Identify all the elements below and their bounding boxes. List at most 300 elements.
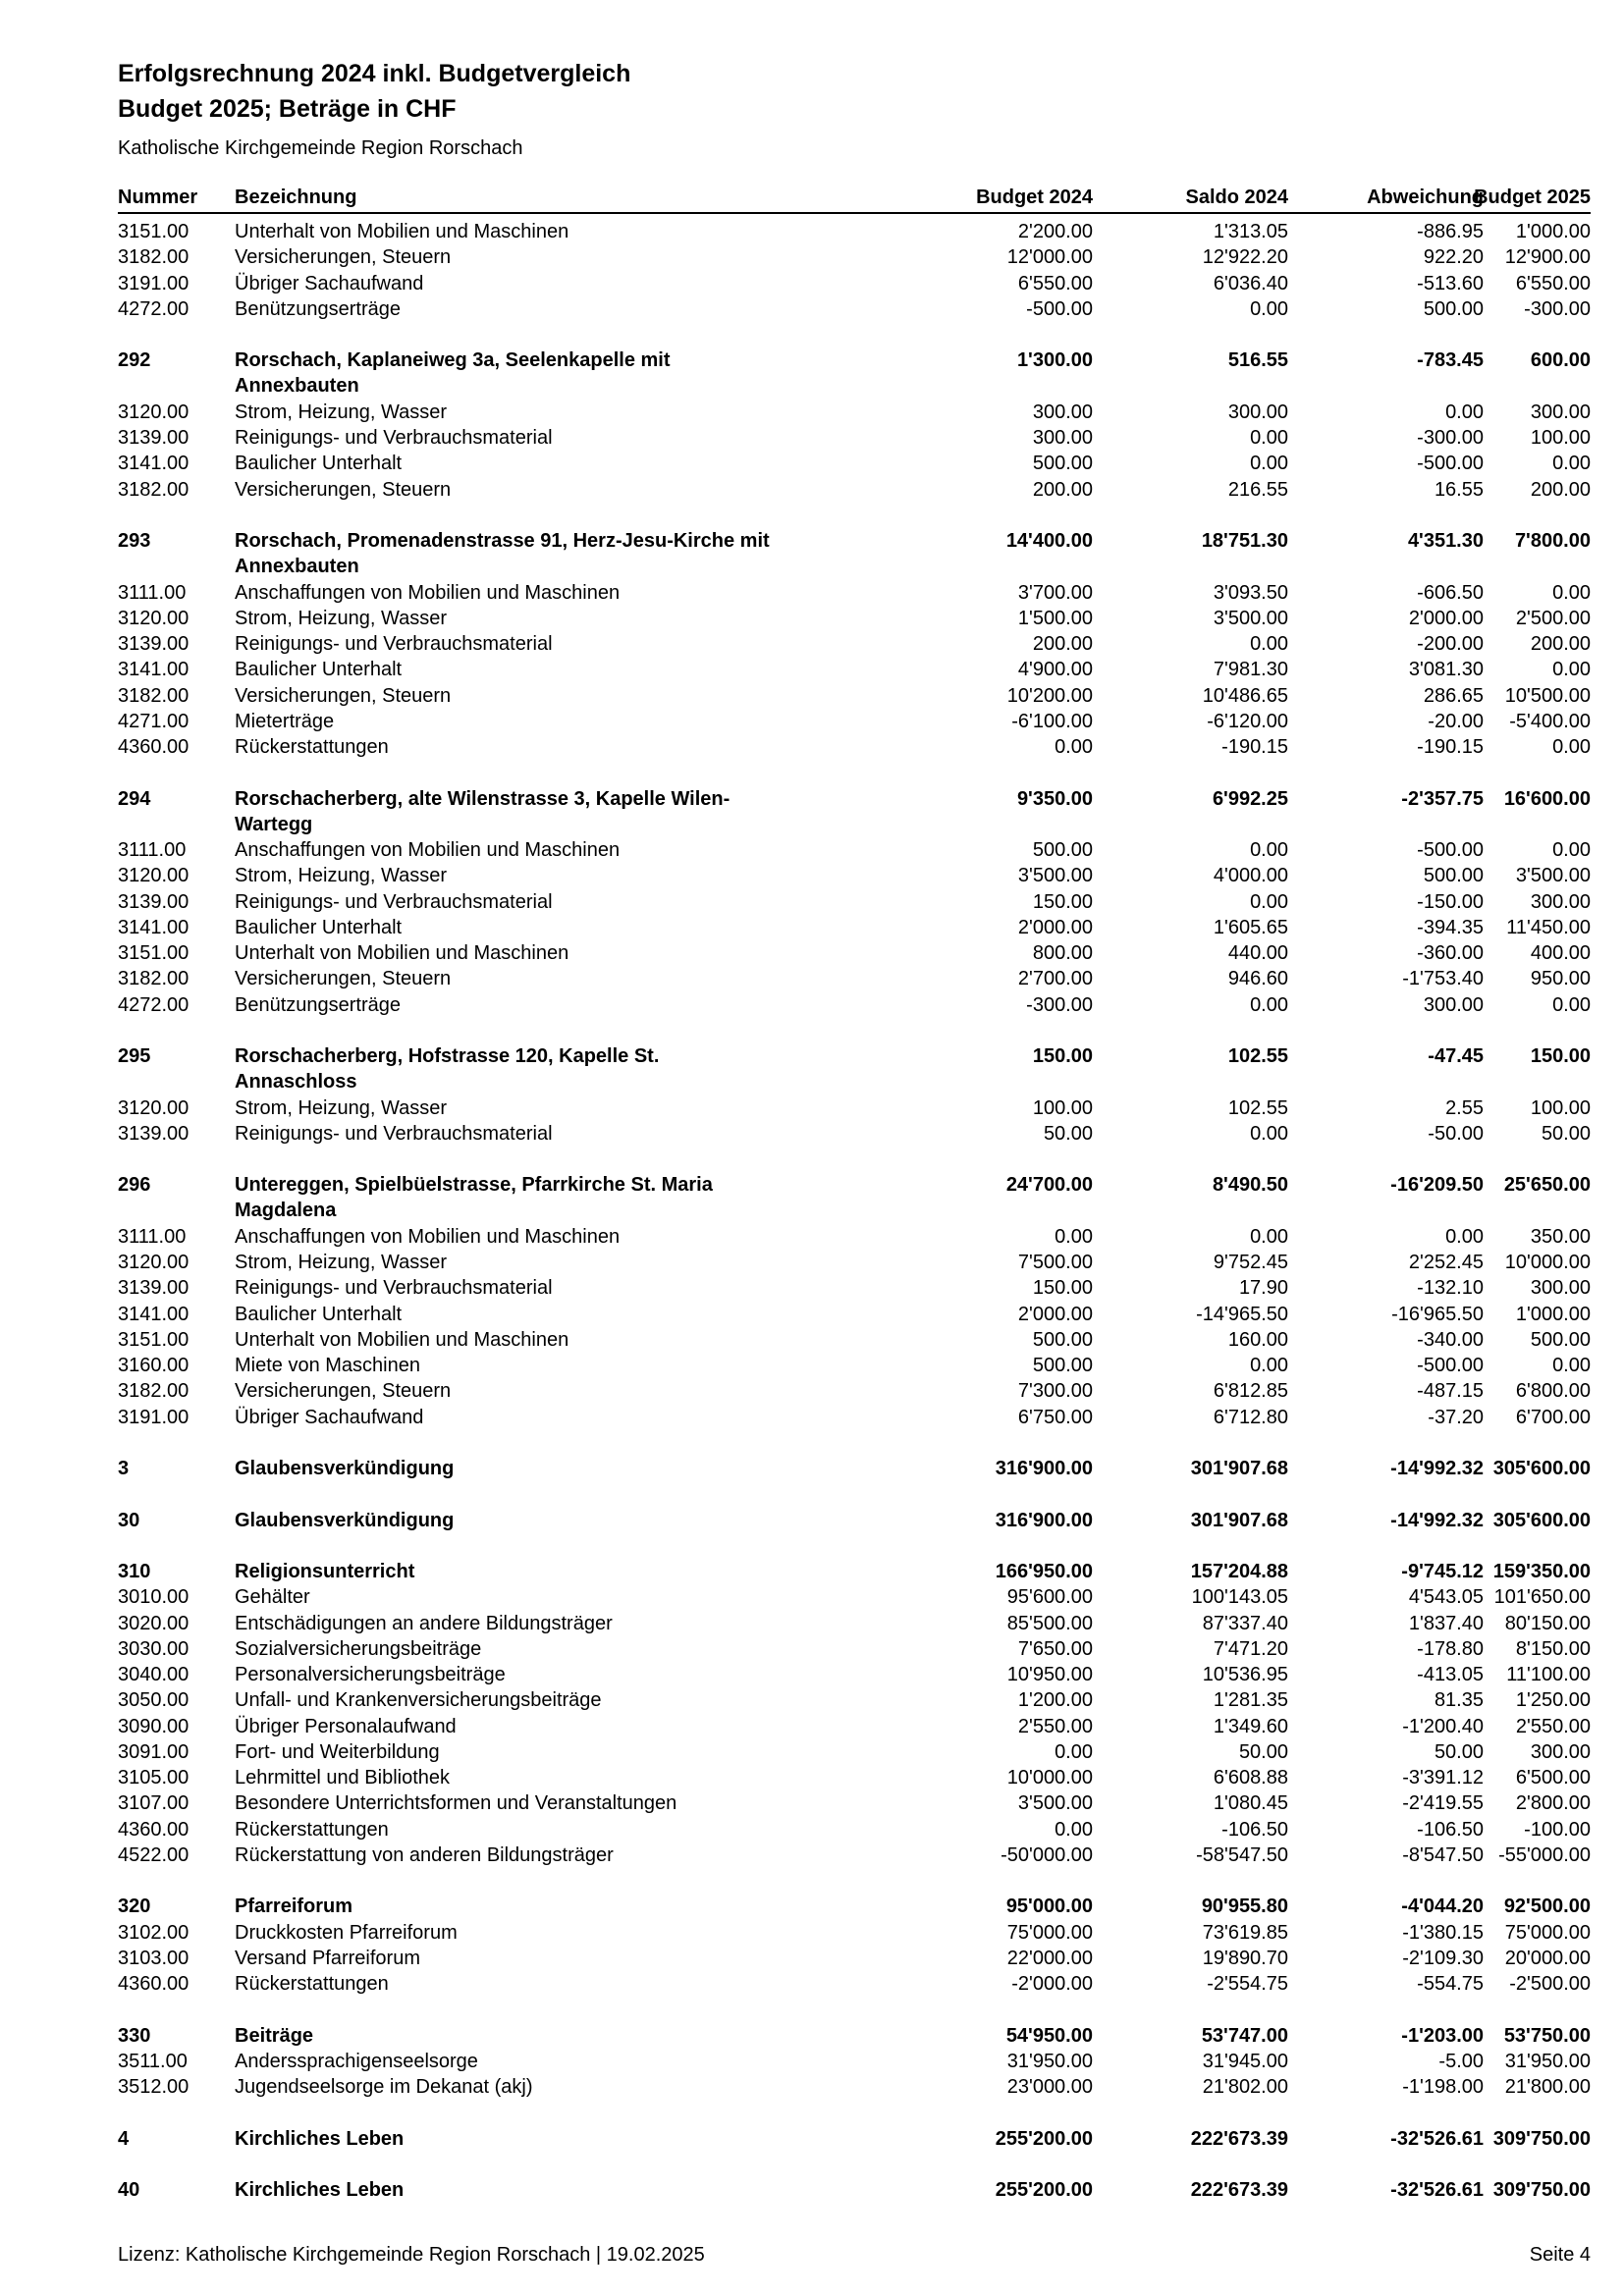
account-number: 4271.00: [118, 710, 189, 732]
row-spacer: [118, 1147, 1591, 1172]
budget-2025-value: 300.00: [1530, 1277, 1591, 1300]
account-description: Miete von Maschinen: [235, 1355, 420, 1376]
table-row: [118, 1224, 1591, 1250]
account-number: 3107.00: [118, 1792, 189, 1815]
account-number: 3151.00: [118, 221, 189, 242]
budget-2025-value: 0.00: [1552, 993, 1591, 1016]
account-description: Rorschach, Promenadenstrasse 91, Herz-Jesu-Kirche mit Annexbauten: [235, 530, 770, 577]
budget-2024-value: 95'000.00: [1005, 1896, 1093, 1918]
budget-2025-value: 11'100.00: [1506, 1664, 1591, 1685]
table-row: [118, 1121, 1591, 1147]
budget-2025-value: 16'600.00: [1503, 787, 1591, 810]
table-row: [118, 1302, 1591, 1327]
budget-2024-value: 316'900.00: [995, 1458, 1093, 1479]
deviation-value: 4'543.05: [1408, 1586, 1484, 1609]
saldo-2024-value: 53'747.00: [1201, 2024, 1288, 2047]
budget-2025-value: 75'000.00: [1504, 1921, 1591, 1944]
budget-2024-value: 31'950.00: [1006, 2050, 1093, 2072]
budget-2025-value: 3'500.00: [1515, 865, 1591, 887]
deviation-value: 50.00: [1434, 1740, 1484, 1763]
budget-2024-value: 6'550.00: [1017, 272, 1093, 294]
deviation-value: 0.00: [1445, 1225, 1484, 1248]
deviation-value: 4'351.30: [1407, 530, 1484, 552]
account-number: 3105.00: [118, 1767, 189, 1789]
deviation-value: -16'209.50: [1390, 1174, 1484, 1197]
row-spacer: [118, 1868, 1591, 1894]
table-row: [118, 580, 1591, 606]
account-number: 4360.00: [118, 1818, 189, 1841]
column-header-deviation: Abweichung: [1367, 187, 1484, 208]
account-description: Personalversicherungsbeiträge: [235, 1664, 506, 1685]
budget-2024-value: 24'700.00: [1005, 1174, 1093, 1197]
budget-2025-value: 600.00: [1530, 349, 1591, 372]
budget-2024-value: -500.00: [1026, 297, 1093, 320]
saldo-2024-value: 6'812.85: [1213, 1380, 1288, 1403]
deviation-value: -50.00: [1428, 1122, 1484, 1145]
deviation-value: -3'391.12: [1402, 1767, 1484, 1789]
table-row: [118, 940, 1591, 966]
saldo-2024-value: 21'802.00: [1202, 2076, 1288, 2098]
account-number: 3091.00: [118, 1740, 189, 1763]
budget-2024-value: 100.00: [1032, 1096, 1093, 1119]
table-row: [118, 400, 1591, 425]
budget-2024-value: 85'500.00: [1006, 1612, 1093, 1634]
deviation-value: -32'526.61: [1390, 2127, 1484, 2150]
account-number: 3139.00: [118, 1122, 189, 1145]
saldo-2024-value: 301'907.68: [1190, 1458, 1288, 1479]
deviation-value: -16'965.50: [1391, 1303, 1484, 1325]
account-description: Rorschach, Kaplaneiweg 3a, Seelenkapelle mit Annexbauten: [235, 349, 671, 398]
saldo-2024-value: 102.55: [1227, 1096, 1288, 1119]
account-description: Unfall- und Krankenversicherungsbeiträge: [235, 1689, 602, 1712]
account-description: Versicherungen, Steuern: [235, 1380, 452, 1403]
deviation-value: -9'745.12: [1401, 1561, 1484, 1582]
deviation-value: 922.20: [1423, 246, 1484, 269]
deviation-value: -1'203.00: [1401, 2024, 1484, 2047]
deviation-value: -1'200.40: [1402, 1715, 1484, 1737]
budget-2025-value: 305'600.00: [1492, 1509, 1591, 1531]
budget-2024-value: 50.00: [1043, 1122, 1093, 1145]
table-row: [118, 1842, 1591, 1868]
saldo-2024-value: 7'981.30: [1213, 659, 1288, 681]
saldo-2024-value: 301'907.68: [1190, 1509, 1288, 1531]
budget-2025-value: 6'800.00: [1515, 1380, 1591, 1403]
account-number: 3120.00: [118, 1252, 189, 1273]
table-header: [118, 187, 1591, 214]
budget-2025-value: 1'000.00: [1515, 1303, 1591, 1325]
account-description: Versicherungen, Steuern: [235, 968, 452, 990]
account-description: Strom, Heizung, Wasser: [235, 865, 447, 887]
table-row: [118, 1920, 1591, 1946]
budget-2024-value: 150.00: [1032, 1045, 1093, 1067]
row-spacer: [118, 1481, 1591, 1507]
budget-2025-value: 6'700.00: [1515, 1406, 1591, 1428]
report-title: Erfolgsrechnung 2024 inkl. Budgetvergleich: [118, 60, 631, 87]
group-row: [118, 1043, 1591, 1095]
deviation-value: -2'109.30: [1402, 1947, 1484, 1969]
account-number: 3120.00: [118, 400, 189, 423]
deviation-value: -106.50: [1417, 1818, 1484, 1841]
saldo-2024-value: 31'945.00: [1202, 2050, 1288, 2072]
table-body: [118, 219, 1591, 2203]
budget-2025-value: 500.00: [1530, 1328, 1591, 1351]
saldo-2024-value: 12'922.20: [1202, 246, 1288, 269]
saldo-2024-value: 19'890.70: [1202, 1947, 1288, 1969]
saldo-2024-value: -2'554.75: [1207, 1973, 1288, 1995]
deviation-value: 2'000.00: [1408, 607, 1484, 629]
deviation-value: 16.55: [1434, 478, 1484, 501]
table-row: [118, 425, 1591, 451]
account-number: 3141.00: [118, 916, 189, 938]
account-number: 310: [118, 1561, 151, 1582]
budget-2024-value: 200.00: [1032, 633, 1093, 655]
budget-2024-value: 500.00: [1032, 839, 1093, 861]
deviation-value: -150.00: [1417, 890, 1484, 913]
account-number: 296: [118, 1174, 151, 1197]
account-number: 3182.00: [118, 1380, 189, 1403]
budget-2025-value: 100.00: [1530, 1096, 1591, 1119]
deviation-value: 500.00: [1423, 865, 1484, 887]
account-description: Rückerstattungen: [235, 1973, 389, 1995]
table-row: [118, 683, 1591, 709]
budget-2024-value: -50'000.00: [1001, 1843, 1093, 1866]
budget-2025-value: 309'750.00: [1492, 2179, 1591, 2201]
deviation-value: -886.95: [1417, 221, 1484, 242]
account-number: 40: [118, 2179, 140, 2201]
saldo-2024-value: 6'992.25: [1212, 787, 1288, 810]
group-row: [118, 786, 1591, 838]
table-row: [118, 1095, 1591, 1121]
table-row: [118, 1765, 1591, 1790]
table-row: [118, 966, 1591, 991]
budget-2025-value: 200.00: [1530, 478, 1591, 501]
table-row: [118, 219, 1591, 244]
account-description: Rückerstattungen: [235, 1818, 389, 1841]
account-description: Baulicher Unterhalt: [235, 659, 403, 681]
deviation-value: -2'419.55: [1402, 1792, 1484, 1815]
deviation-value: -360.00: [1417, 942, 1484, 964]
deviation-value: 300.00: [1423, 993, 1484, 1016]
deviation-value: -14'992.32: [1390, 1509, 1484, 1531]
table-row: [118, 2074, 1591, 2100]
account-number: 4272.00: [118, 993, 189, 1016]
account-number: 293: [118, 530, 151, 552]
account-description: Rückerstattungen: [235, 736, 389, 758]
saldo-2024-value: 216.55: [1227, 478, 1288, 501]
saldo-2024-value: 222'673.39: [1190, 2179, 1288, 2201]
budget-2024-value: 3'500.00: [1017, 865, 1093, 887]
account-number: 3120.00: [118, 1096, 189, 1119]
group-row: [118, 2023, 1591, 2049]
deviation-value: 286.65: [1423, 684, 1484, 707]
budget-2024-value: 500.00: [1032, 1355, 1093, 1376]
account-description: Fort- und Weiterbildung: [235, 1740, 440, 1763]
deviation-value: -513.60: [1417, 272, 1484, 294]
deviation-value: -500.00: [1417, 839, 1484, 861]
budget-2024-value: 300.00: [1032, 400, 1093, 423]
saldo-2024-value: 6'712.80: [1213, 1406, 1288, 1428]
group-row: [118, 2177, 1591, 2203]
budget-2025-value: 92'500.00: [1503, 1896, 1591, 1918]
deviation-value: -200.00: [1417, 633, 1484, 655]
account-number: 4: [118, 2127, 130, 2150]
account-description: Reinigungs- und Verbrauchsmaterial: [235, 1122, 553, 1145]
row-spacer: [118, 2100, 1591, 2125]
page-number: Seite 4: [1529, 2244, 1591, 2266]
row-spacer: [118, 1018, 1591, 1043]
account-number: 3090.00: [118, 1715, 189, 1737]
saldo-2024-value: 10'486.65: [1202, 684, 1288, 707]
budget-2024-value: 10'950.00: [1006, 1664, 1093, 1685]
account-description: Unterhalt von Mobilien und Maschinen: [235, 942, 569, 964]
table-row: [118, 1327, 1591, 1353]
saldo-2024-value: 4'000.00: [1213, 865, 1288, 887]
table-row: [118, 915, 1591, 940]
saldo-2024-value: -6'120.00: [1207, 710, 1288, 732]
budget-2025-value: -2'500.00: [1509, 1973, 1591, 1995]
saldo-2024-value: 17.90: [1238, 1277, 1288, 1300]
budget-2025-value: 309'750.00: [1492, 2127, 1591, 2150]
budget-2025-value: 12'900.00: [1504, 246, 1591, 269]
table-row: [118, 1611, 1591, 1636]
deviation-value: -606.50: [1417, 581, 1484, 604]
table-row: [118, 1739, 1591, 1765]
group-row: [118, 2126, 1591, 2152]
budget-2025-value: 150.00: [1530, 1045, 1591, 1067]
group-row: [118, 1172, 1591, 1224]
saldo-2024-value: 9'752.45: [1213, 1252, 1288, 1273]
deviation-value: -300.00: [1417, 427, 1484, 449]
saldo-2024-value: 1'349.60: [1213, 1715, 1288, 1737]
table-row: [118, 863, 1591, 888]
budget-2025-value: 200.00: [1530, 633, 1591, 655]
account-number: 3: [118, 1458, 130, 1479]
account-number: 330: [118, 2024, 151, 2047]
account-description: Entschädigungen an andere Bildungsträger: [235, 1612, 613, 1634]
account-number: 3182.00: [118, 968, 189, 990]
budget-2024-value: 10'000.00: [1006, 1767, 1093, 1789]
deviation-value: -783.45: [1417, 349, 1484, 372]
account-description: Reinigungs- und Verbrauchsmaterial: [235, 633, 553, 655]
budget-2024-value: 4'900.00: [1017, 659, 1093, 681]
budget-2024-value: 0.00: [1055, 1740, 1093, 1763]
group-row: [118, 1894, 1591, 1919]
account-description: Unterhalt von Mobilien und Maschinen: [235, 221, 569, 242]
table-row: [118, 1714, 1591, 1739]
deviation-value: -500.00: [1417, 453, 1484, 475]
account-description: Benützungserträge: [235, 993, 402, 1016]
budget-2024-value: 150.00: [1032, 1277, 1093, 1300]
account-number: 3139.00: [118, 633, 189, 655]
budget-2025-value: 2'550.00: [1515, 1715, 1591, 1737]
budget-2025-value: 80'150.00: [1504, 1612, 1591, 1634]
account-description: Übriger Sachaufwand: [235, 272, 424, 294]
account-description: Religionsunterricht: [235, 1561, 415, 1582]
account-description: Rorschacherberg, alte Wilenstrasse 3, Kapelle Wilen-Wartegg: [235, 787, 731, 835]
account-number: 3512.00: [118, 2076, 189, 2098]
saldo-2024-value: 1'080.45: [1213, 1792, 1288, 1815]
account-description: Kirchliches Leben: [235, 2127, 405, 2150]
account-description: Versicherungen, Steuern: [235, 478, 452, 501]
budget-2025-value: -55'000.00: [1498, 1843, 1591, 1866]
table-row: [118, 451, 1591, 476]
budget-2025-value: 2'500.00: [1515, 607, 1591, 629]
deviation-value: -37.20: [1428, 1406, 1484, 1428]
budget-2024-value: 2'200.00: [1017, 221, 1093, 242]
budget-2024-value: 2'000.00: [1017, 916, 1093, 938]
budget-2024-value: 316'900.00: [995, 1509, 1093, 1531]
column-header-budget-2024: Budget 2024: [976, 187, 1093, 208]
account-number: 3111.00: [118, 581, 187, 604]
saldo-2024-value: 3'500.00: [1213, 607, 1288, 629]
account-number: 4360.00: [118, 736, 189, 758]
account-number: 3139.00: [118, 1277, 189, 1300]
account-number: 3141.00: [118, 659, 189, 681]
saldo-2024-value: 87'337.40: [1202, 1612, 1288, 1634]
budget-2025-value: 1'000.00: [1515, 221, 1591, 242]
budget-2024-value: 166'950.00: [995, 1561, 1093, 1582]
table-row: [118, 1790, 1591, 1816]
row-spacer: [118, 503, 1591, 528]
account-description: Strom, Heizung, Wasser: [235, 607, 447, 629]
budget-2024-value: 1'200.00: [1017, 1689, 1093, 1712]
budget-2024-value: 7'300.00: [1017, 1380, 1093, 1403]
budget-2024-value: 3'500.00: [1017, 1792, 1093, 1815]
account-number: 3151.00: [118, 1328, 189, 1351]
budget-2024-value: 255'200.00: [995, 2127, 1093, 2150]
saldo-2024-value: 0.00: [1250, 993, 1288, 1016]
budget-2025-value: 7'800.00: [1514, 530, 1591, 552]
budget-2025-value: 10'000.00: [1504, 1252, 1591, 1273]
saldo-2024-value: 18'751.30: [1201, 530, 1288, 552]
budget-2024-value: -300.00: [1026, 993, 1093, 1016]
account-number: 3030.00: [118, 1637, 189, 1660]
row-spacer: [118, 760, 1591, 785]
deviation-value: -340.00: [1417, 1328, 1484, 1351]
account-description: Strom, Heizung, Wasser: [235, 400, 447, 423]
saldo-2024-value: 7'471.20: [1213, 1637, 1288, 1660]
deviation-value: -1'380.15: [1402, 1921, 1484, 1944]
account-description: Beiträge: [235, 2024, 314, 2047]
account-description: Baulicher Unterhalt: [235, 453, 403, 475]
saldo-2024-value: 0.00: [1250, 427, 1288, 449]
table-row: [118, 1971, 1591, 1997]
account-description: Untereggen, Spielbüelstrasse, Pfarrkirche St. Maria Magdalena: [235, 1174, 713, 1222]
budget-2024-value: 6'750.00: [1017, 1406, 1093, 1428]
account-number: 294: [118, 787, 151, 810]
table-row: [118, 1636, 1591, 1662]
account-description: Versicherungen, Steuern: [235, 246, 452, 269]
account-number: 3151.00: [118, 942, 189, 964]
table-row: [118, 889, 1591, 915]
budget-2024-value: 22'000.00: [1006, 1947, 1093, 1969]
table-row: [118, 1662, 1591, 1687]
saldo-2024-value: 160.00: [1227, 1328, 1288, 1351]
budget-2025-value: 50.00: [1541, 1122, 1591, 1145]
table-row: [118, 631, 1591, 657]
account-number: 4272.00: [118, 297, 189, 320]
account-number: 3050.00: [118, 1689, 189, 1712]
account-number: 3111.00: [118, 1225, 187, 1248]
account-description: Versand Pfarreiforum: [235, 1947, 420, 1969]
group-row: [118, 1456, 1591, 1481]
budget-2025-value: 0.00: [1552, 736, 1591, 758]
account-description: Strom, Heizung, Wasser: [235, 1252, 447, 1273]
table-row: [118, 1275, 1591, 1301]
budget-2025-value: 100.00: [1530, 427, 1591, 449]
account-description: Rückerstattung von anderen Bildungsträger: [235, 1843, 614, 1866]
saldo-2024-value: 102.55: [1227, 1045, 1288, 1067]
table-row: [118, 1353, 1591, 1378]
budget-2025-value: 101'650.00: [1493, 1586, 1591, 1609]
table-row: [118, 2049, 1591, 2074]
deviation-value: -5.00: [1438, 2050, 1484, 2072]
column-header-number: Nummer: [118, 187, 198, 208]
account-number: 3139.00: [118, 427, 189, 449]
budget-2024-value: 95'600.00: [1006, 1586, 1093, 1609]
account-description: Reinigungs- und Verbrauchsmaterial: [235, 427, 553, 449]
account-description: Mieterträge: [235, 710, 335, 732]
saldo-2024-value: 440.00: [1227, 942, 1288, 964]
account-number: 292: [118, 349, 151, 372]
account-description: Besondere Unterrichtsformen und Veranstaltungen: [235, 1792, 677, 1815]
table-row: [118, 992, 1591, 1018]
row-spacer: [118, 1533, 1591, 1559]
account-description: Reinigungs- und Verbrauchsmaterial: [235, 890, 553, 913]
budget-2024-value: 14'400.00: [1005, 530, 1093, 552]
account-description: Anschaffungen von Mobilien und Maschinen: [235, 1225, 621, 1248]
saldo-2024-value: 90'955.80: [1201, 1896, 1288, 1918]
budget-2025-value: 0.00: [1552, 1355, 1591, 1376]
table-row: [118, 1817, 1591, 1842]
budget-2024-value: 10'200.00: [1006, 684, 1093, 707]
account-description: Jugendseelsorge im Dekanat (akj): [235, 2076, 533, 2098]
account-description: Lehrmittel und Bibliothek: [235, 1767, 451, 1789]
deviation-value: -32'526.61: [1390, 2179, 1484, 2201]
deviation-value: -1'753.40: [1402, 968, 1484, 990]
table-row: [118, 709, 1591, 734]
account-number: 3182.00: [118, 684, 189, 707]
account-number: 3141.00: [118, 453, 189, 475]
saldo-2024-value: 157'204.88: [1190, 1561, 1288, 1582]
row-spacer: [118, 2152, 1591, 2177]
saldo-2024-value: -190.15: [1221, 736, 1288, 758]
deviation-value: -554.75: [1417, 1973, 1484, 1995]
budget-2024-value: 2'550.00: [1017, 1715, 1093, 1737]
budget-2025-value: -300.00: [1524, 297, 1591, 320]
table-row: [118, 1687, 1591, 1713]
budget-2024-value: 75'000.00: [1006, 1921, 1093, 1944]
budget-2024-value: 200.00: [1032, 478, 1093, 501]
budget-2024-value: 300.00: [1032, 427, 1093, 449]
saldo-2024-value: 0.00: [1250, 1355, 1288, 1376]
saldo-2024-value: 946.60: [1227, 968, 1288, 990]
deviation-value: -132.10: [1417, 1277, 1484, 1300]
budget-2025-value: 6'550.00: [1515, 272, 1591, 294]
budget-2024-value: 2'000.00: [1017, 1303, 1093, 1325]
budget-2024-value: 23'000.00: [1006, 2076, 1093, 2098]
budget-2024-value: 1'500.00: [1017, 607, 1093, 629]
table-row: [118, 296, 1591, 322]
budget-2025-value: 6'500.00: [1515, 1767, 1591, 1789]
account-number: 3103.00: [118, 1947, 189, 1969]
budget-2024-value: 255'200.00: [995, 2179, 1093, 2201]
account-description: Übriger Personalaufwand: [235, 1715, 457, 1737]
saldo-2024-value: 222'673.39: [1190, 2127, 1288, 2150]
budget-2024-value: 1'300.00: [1016, 349, 1093, 372]
deviation-value: 1'837.40: [1408, 1612, 1484, 1634]
saldo-2024-value: 50.00: [1238, 1740, 1288, 1763]
